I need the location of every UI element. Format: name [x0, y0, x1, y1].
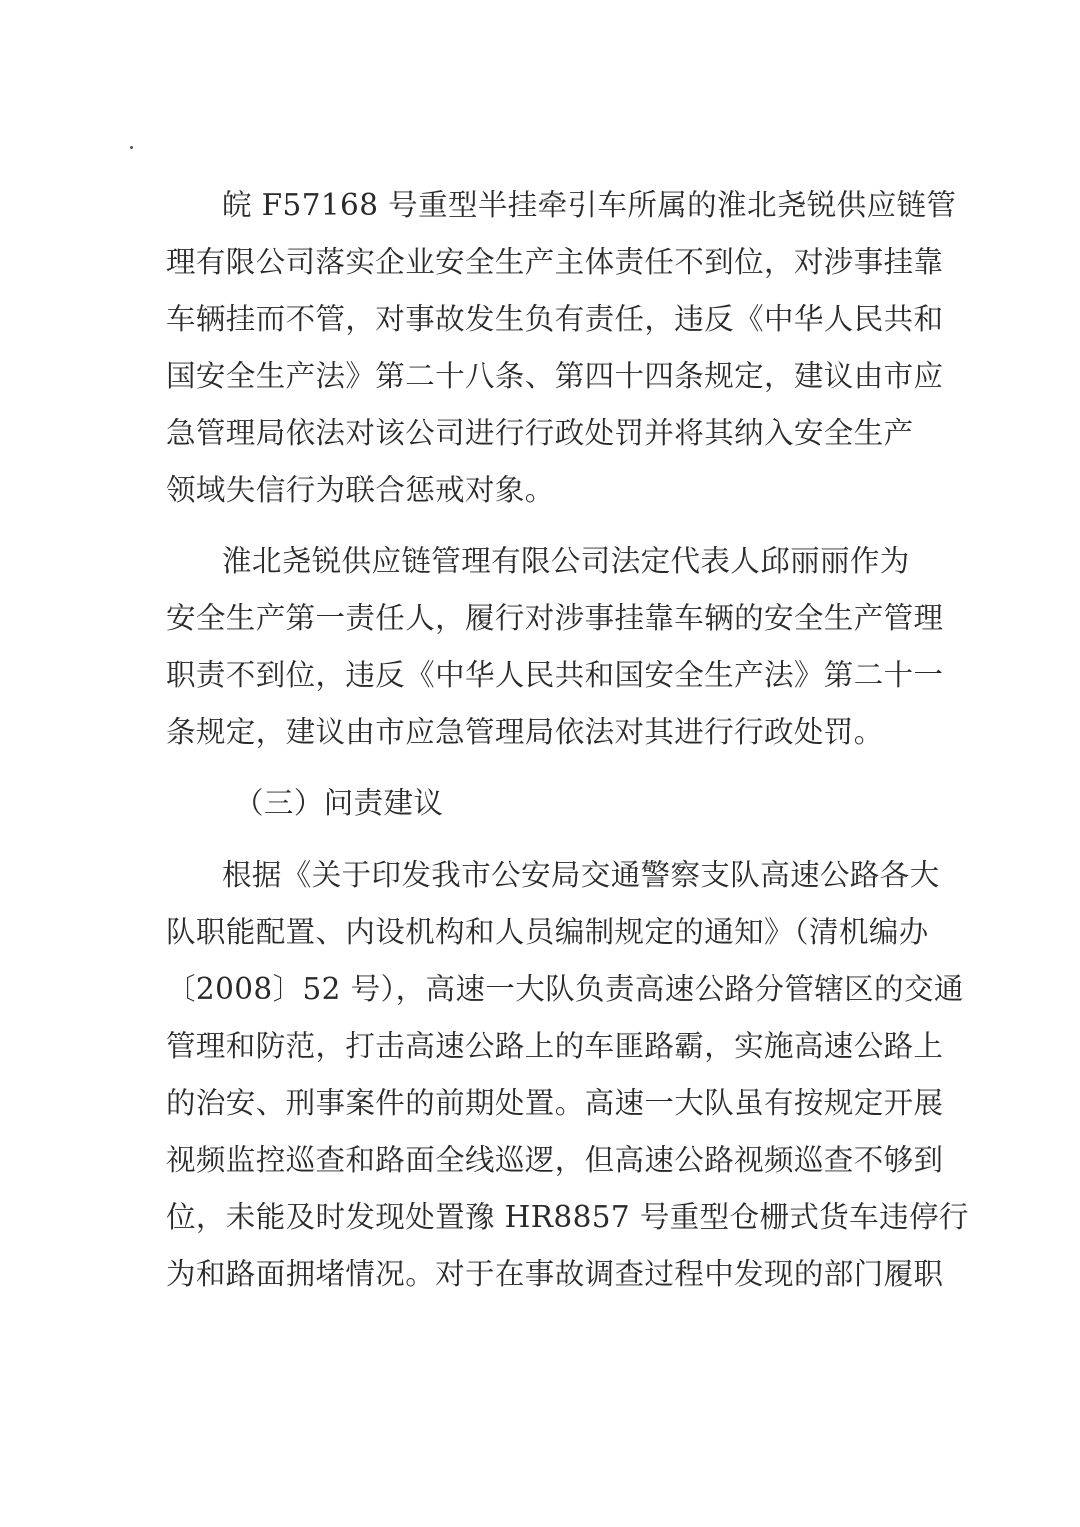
paragraph-3-line-6: 视频监控巡查和路面全线巡逻，但高速公路视频巡查不够到 — [166, 1143, 944, 1177]
paragraph-1-line-3: 车辆挂而不管，对事故发生负有责任，违反《中华人民共和 — [166, 302, 944, 336]
paragraph-3-line-4: 管理和防范，打击高速公路上的车匪路霸，实施高速公路上 — [166, 1029, 944, 1063]
paragraph-1-line-2: 理有限公司落实企业安全生产主体责任不到位，对涉事挂靠 — [166, 245, 944, 279]
paragraph-1-line-5: 急管理局依法对该公司进行行政处罚并将其纳入安全生产 — [166, 416, 914, 450]
paragraph-3-line-5: 的治安、刑事案件的前期处置。高速一大队虽有按规定开展 — [166, 1086, 944, 1120]
paragraph-1-line-6: 领域失信行为联合惩戒对象。 — [166, 473, 555, 507]
paragraph-1-line-4: 国安全生产法》第二十八条、第四十四条规定，建议由市应 — [166, 359, 944, 393]
page-mark-dot — [130, 146, 133, 149]
paragraph-1-line-1: 皖 F57168 号重型半挂牵引车所属的淮北尧锐供应链管 — [222, 188, 957, 222]
paragraph-3-line-3: 〔2008〕52 号），高速一大队负责高速公路分管辖区的交通 — [166, 972, 964, 1006]
paragraph-3-line-7: 位，未能及时发现处置豫 HR8857 号重型仓栅式货车违停行 — [166, 1200, 969, 1234]
paragraph-2-line-4: 条规定，建议由市应急管理局依法对其进行行政处罚。 — [166, 715, 884, 749]
paragraph-2-line-2: 安全生产第一责任人，履行对涉事挂靠车辆的安全生产管理 — [166, 601, 944, 635]
paragraph-3-line-8: 为和路面拥堵情况。对于在事故调查过程中发现的部门履职 — [166, 1257, 944, 1291]
paragraph-2-line-3: 职责不到位，违反《中华人民共和国安全生产法》第二十一 — [166, 658, 944, 692]
paragraph-3-line-1: 根据《关于印发我市公安局交通警察支队高速公路各大 — [222, 858, 940, 892]
paragraph-2-line-1: 淮北尧锐供应链管理有限公司法定代表人邱丽丽作为 — [222, 544, 910, 578]
paragraph-3-line-2: 队职能配置、内设机构和人员编制规定的通知》（清机编办 — [166, 915, 929, 949]
section-heading: （三）问责建议 — [234, 786, 444, 820]
